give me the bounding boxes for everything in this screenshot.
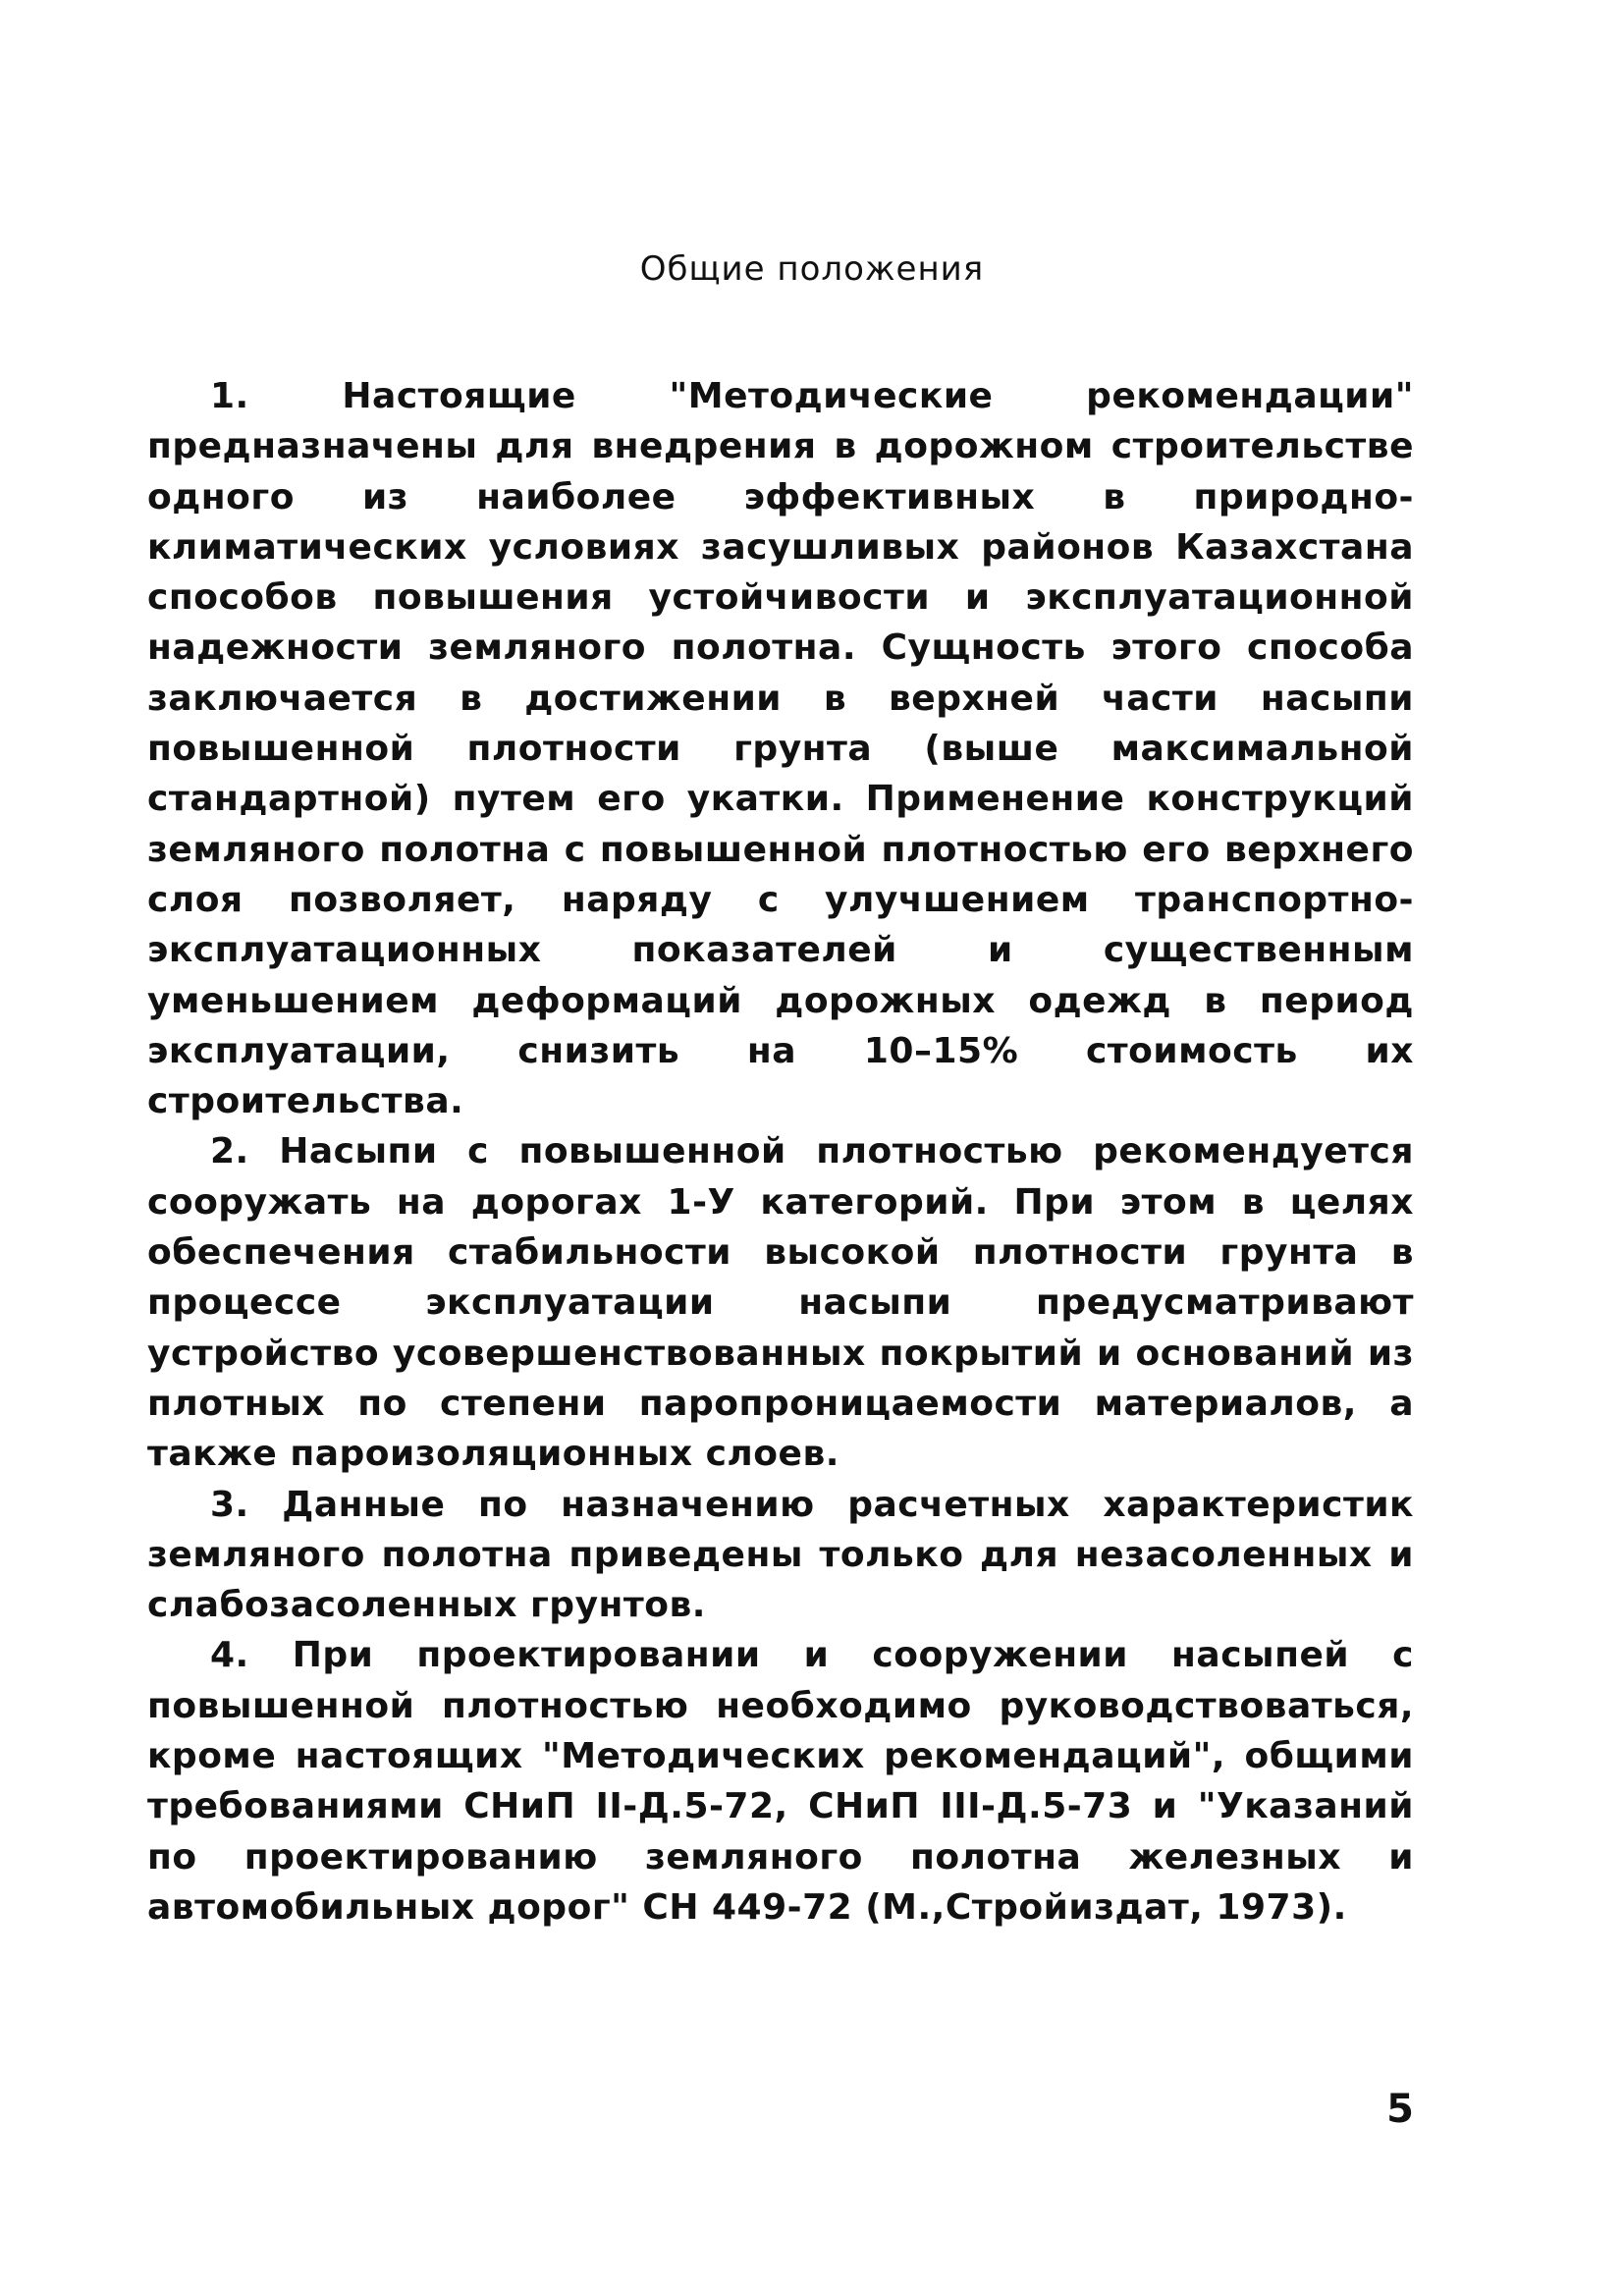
paragraph-4: 4. При проектировании и сооружении насыпей с повышенной плотностью необходимо руководствоваться, кроме настоящих "Методических рекомендаций", общими требованиями СНиП II-Д.5-72, СНиП III-Д.5-73 и "Указаний по проектированию земляного полотна железных и автомобильных дорог" СН 449-72 (М.,Стройиздат, 1973). — [147, 1635, 1414, 1928]
paragraph-3: 3. Данные по назначению расчетных характеристик земляного полотна приведены только для незасоленных и слабозасоленных грунтов. — [147, 1484, 1414, 1626]
section-heading: Общие положения — [639, 249, 985, 289]
paragraph-1: 1. Настоящие "Методические рекомендации" предназначены для внедрения в дорожном строительстве одного из наиболее эффективных в природно-климатических условиях засушливых районов Казахстана способов повышения устойчивости и эксплуатационной надежности земляного полотна. Сущность этого способа заключается в достижении в верхней части насыпи повышенной плотности грунта (выше максимальной стандартной) путем его укатки. Применение конструкций земляного полотна с повышенной плотностью его верхнего слоя позволяет, наряду с улучшением транспортно-эксплуатационных показателей и существенным уменьшением деформаций дорожных одежд в период эксплуатации, снизить на 10–15% стоимость их строительства. — [147, 376, 1414, 1122]
page-number: 5 — [1386, 2087, 1414, 2132]
paragraph-2: 2. Насыпи с повышенной плотностью рекомендуется сооружать на дорогах 1-У категорий. При этом в целях обеспечения стабильности высокой плотности грунта в процессе эксплуатации насыпи предусматривают устройство усовершенствованных покрытий и оснований из плотных по степени паропроницаемости материалов, а также пароизоляционных слоев. — [147, 1131, 1414, 1475]
body-text — [147, 371, 1414, 1933]
